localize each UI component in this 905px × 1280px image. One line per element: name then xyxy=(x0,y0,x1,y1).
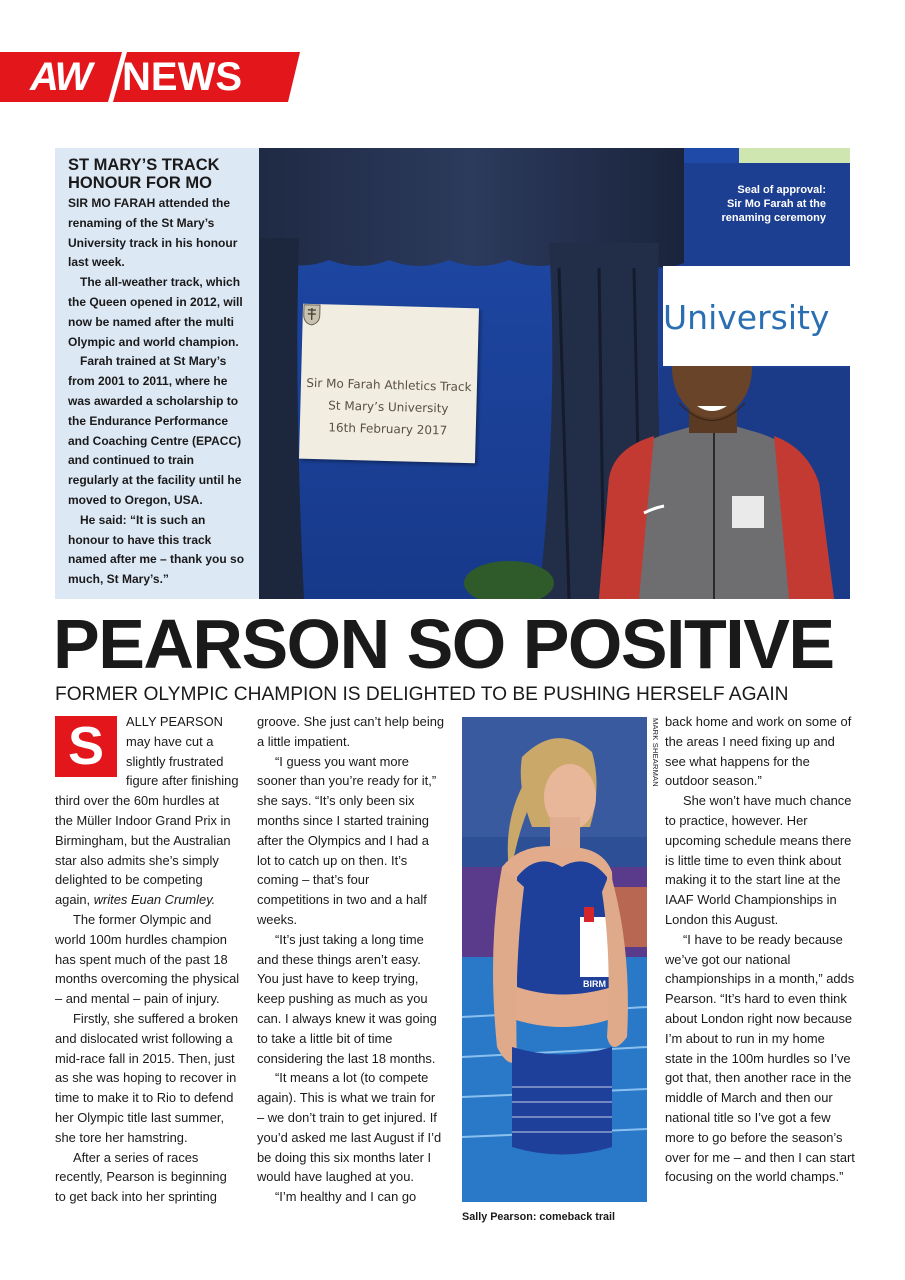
drop-cap: S xyxy=(55,716,117,777)
photo-credit-text: MARK SHEARMAN xyxy=(651,718,660,787)
sidebar-paragraph: He said: “It is such an honour to have this track named after me – thank you so much, St Mary’s.” xyxy=(68,512,245,587)
farah-photo-caption xyxy=(706,183,826,225)
article-paragraph: “I’m healthy and I can go xyxy=(275,1189,417,1205)
article-paragraph: back home and work on some of the areas I need fixing up and see what happens for the outdoor season.” xyxy=(665,714,852,789)
article-paragraph xyxy=(55,712,240,910)
article-column-1 xyxy=(55,712,240,1207)
sidebar-body xyxy=(68,194,247,590)
byline: writes Euan Crumley. xyxy=(93,892,216,908)
plaque-line-1: Sir Mo Farah Athletics Track xyxy=(306,375,472,395)
plaque-line-2: St Mary’s University xyxy=(328,398,449,416)
article-paragraph: She won’t have much chance to practice, however. Her upcoming schedule means there is little time to even think about making it to the start line at the IAAF World Championships in London this August. xyxy=(665,793,852,927)
bib-text: BIRM xyxy=(583,979,606,989)
sidebar-title-line1: ST MARY’S TRACK xyxy=(68,156,220,174)
article-headline: PEARSON SO POSITIVE xyxy=(53,605,834,683)
pearson-photo-caption: Sally Pearson: comeback trail xyxy=(462,1211,616,1223)
university-crest-icon xyxy=(302,304,321,326)
section-banner xyxy=(0,52,300,102)
article-column-4 xyxy=(665,712,855,1187)
caption-line: renaming ceremony xyxy=(721,212,826,224)
sidebar-story xyxy=(55,148,259,599)
article-paragraph: “It means a lot (to compete again). This is what we train for – we don’t train to get injured. If you’d asked me last August if I’d be doing this six months later I would have laughed at you. xyxy=(257,1070,442,1185)
sidebar-paragraph: Farah trained at St Mary’s from 2001 to 2011, where he was awarded a scholarship to the Endurance Performance and Coaching Centre (EPACC) and continued to train regularly at the facility until he moved to Oregon, USA. xyxy=(68,354,242,507)
article-paragraph: groove. She just can’t help being a little impatient. xyxy=(257,714,445,749)
sidebar-title xyxy=(68,156,247,192)
sidebar-paragraph: The all-weather track, which the Queen opened in 2012, will now be named after the multi Olympic and world champion. xyxy=(68,275,243,349)
university-sign-text: University xyxy=(663,298,830,337)
track-plaque xyxy=(299,304,479,464)
article-paragraph: Firstly, she suffered a broken and dislocated wrist following a mid-race fall in 2015. Then, just as she was hoping to recover in time to make it to Rio to defend her Olympic title last summer, she tore her hamstring. xyxy=(55,1010,239,1145)
article-paragraph: After a series of races recently, Pearson is beginning to get back into her sprinting xyxy=(55,1149,227,1205)
photo-credit xyxy=(651,718,661,798)
article-column-2 xyxy=(257,712,445,1207)
article-standfirst: FORMER OLYMPIC CHAMPION IS DELIGHTED TO BE PUSHING HERSELF AGAIN xyxy=(55,684,789,705)
article-paragraph: “I have to be ready because we’ve got our national championships in a month,” adds Pearson. “It’s hard to even think about London right now because I’m about to run in my home state in the 100m hurdles so I’ve got that, then another race in the middle of March and then our national title so I’ve got a few more to go before the season’s over for me – and then I can start focusing on the world champs.” xyxy=(665,931,855,1185)
lead-text: ALLY PEARSON may have cut a slightly frustrated figure after finishing third over the 60m hurdles at the Müller Indoor Grand Prix in Birmingham, but the Australian star also admits she’s simply delighted to be competing again, xyxy=(55,714,239,908)
article-paragraph: The former Olympic and world 100m hurdles champion has spent much of the past 18 months overcoming the physical – and mental – pain of injury. xyxy=(55,911,240,1007)
plaque-line-3: 16th February 2017 xyxy=(328,420,448,438)
pearson-photo xyxy=(462,717,647,1202)
section-title: NEWS xyxy=(122,55,242,99)
pearson-photo-scene xyxy=(462,717,647,1202)
caption-line: Seal of approval: xyxy=(737,184,826,196)
article-paragraph: “I guess you want more sooner than you’re ready for it,” she says. “It’s only been six months since I started training after the Olympics and I had a lot to catch up on then. It’s coming – that’s four competitions in two and a half weeks. xyxy=(257,753,437,927)
brand-logo: AW xyxy=(30,55,91,99)
article-paragraph: “It’s just taking a long time and these things aren’t easy. You just have to keep trying, keep pushing as much as you can. I always knew it was going to take a little bit of time considering the last 18 months. xyxy=(257,931,437,1066)
sidebar-paragraph: SIR MO FARAH attended the renaming of the St Mary’s University track in his honour last week. xyxy=(68,196,238,270)
caption-line: Sir Mo Farah at the xyxy=(726,198,826,210)
sidebar-title-line2: HONOUR FOR MO xyxy=(68,174,212,192)
farah-photo xyxy=(259,148,850,599)
